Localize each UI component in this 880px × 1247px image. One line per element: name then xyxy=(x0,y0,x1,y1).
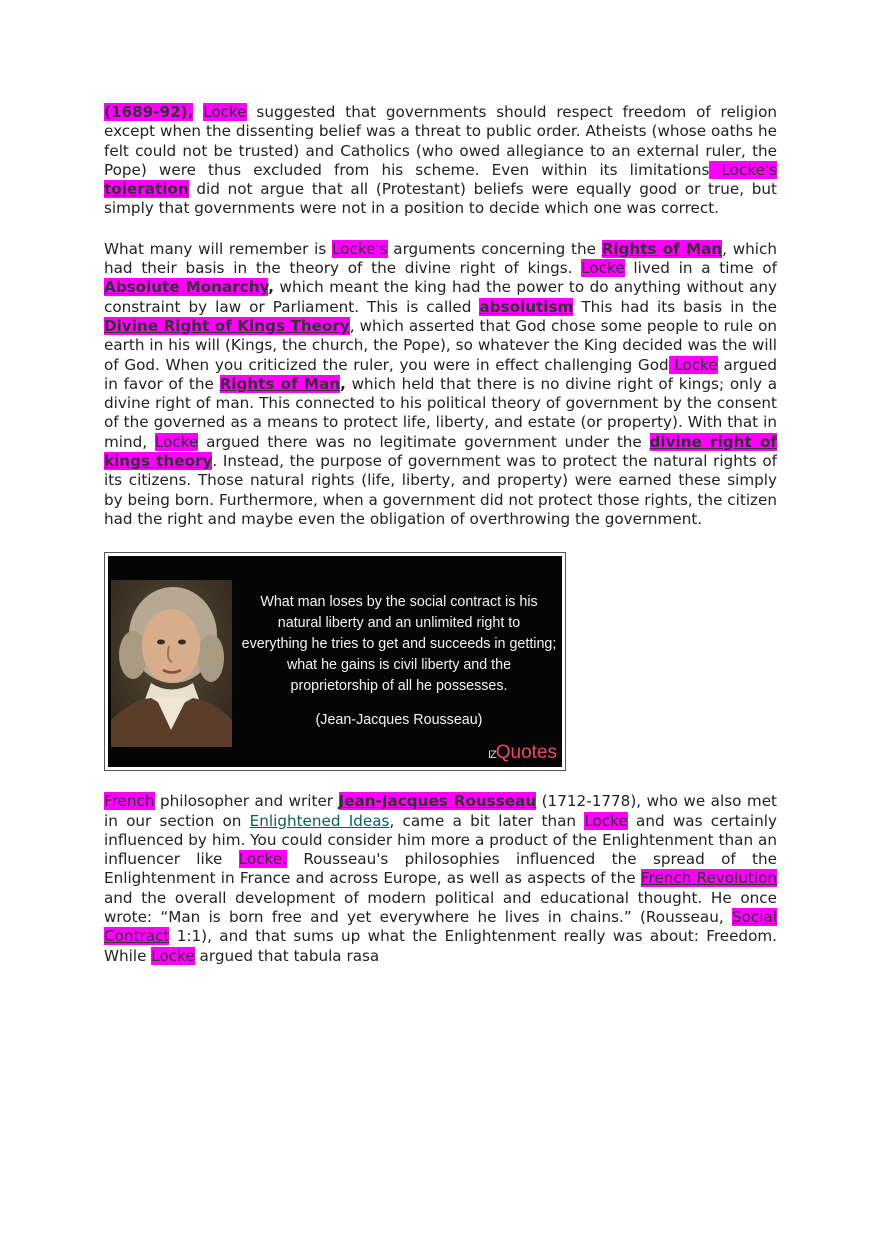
date-range: (1689-92), xyxy=(104,103,194,121)
quote-line: everything he tries to get and succeeds in getting; xyxy=(241,636,557,653)
text-run: (1712-1778), who we also met in our section on xyxy=(104,792,778,830)
text-run: , which asserted that God chose some people to rule on earth in his will (Kings, the church, the Pope), so whatever the King decided was the will of God. When you criticized the ruler, you were in effect challenging God xyxy=(104,316,778,374)
quote-line: proprietorship of all he possesses. xyxy=(290,678,508,695)
text-run: , xyxy=(340,374,346,393)
term-divine-right-of-kings-theory: divine right of kings theory xyxy=(104,432,777,471)
term-divine-right-of-kings: Divine Right of Kings Theory xyxy=(104,316,350,335)
quote-line: natural liberty and an unlimited right to xyxy=(277,615,521,632)
quote-image-background xyxy=(108,556,562,767)
term-absolute-monarchy: Absolute Monarchy xyxy=(104,278,269,297)
logo-prefix: IZ xyxy=(487,749,496,762)
term-french-revolution: French Revolution xyxy=(640,869,777,888)
paragraph-rousseau xyxy=(104,792,777,966)
text-run: arguments concerning the xyxy=(387,239,602,258)
quote-line: what he gains is civil liberty and the xyxy=(286,657,512,674)
term-lockes: Locke's xyxy=(709,160,778,179)
term-locke: Locke xyxy=(581,259,625,278)
link-enlightened-ideas[interactable]: Enlightened Ideas xyxy=(249,811,390,830)
term-social-contract: Social Contract xyxy=(104,908,777,946)
text-run: , xyxy=(268,278,275,297)
term-french: French xyxy=(104,792,155,811)
text-run: This had its basis in the xyxy=(573,297,777,316)
text-run: 1:1), and that sums up what the Enlightenment really was about: Freedom. While xyxy=(104,927,777,965)
izquotes-logo xyxy=(488,742,557,764)
text-run: What many will remember is xyxy=(104,239,332,258)
text-run: argued in favor of the xyxy=(104,355,777,393)
term-locke: Locke xyxy=(584,811,628,830)
text-run: which held that there is no divine right of kings; only a divine right of man. This connected to his political theory of government by the consent of the governed as a means to protect life, liberty, and estate (or property). With that in mind, xyxy=(104,374,777,451)
document-page xyxy=(104,103,777,966)
text-run: . Instead, the purpose of government was to protect the natural rights of its citizens. Those natural rights (life, liberty, and property) were earned these simply by being born. Furthermore, when a government did not protect those rights, the citizen had the right and maybe even the obligation of overthrowing the government. xyxy=(104,452,778,528)
text-run: , came a bit later than xyxy=(389,811,585,830)
paragraph-locke-toleration xyxy=(104,103,777,219)
logo-main: Quotes xyxy=(495,742,557,764)
term-rights-of-man: Rights of Man xyxy=(601,239,723,258)
rousseau-quote-image xyxy=(104,552,566,771)
text-run: argued that tabula rasa xyxy=(194,946,380,965)
term-absolutism: absolutism xyxy=(479,297,574,316)
quote-text xyxy=(238,592,560,697)
text-run: Rousseau's philosophies influenced the spread of the Enlightenment in France and across Europe, as well as aspects of the xyxy=(104,850,777,888)
term-locke: Locke xyxy=(203,103,247,121)
term-locke: Locke. xyxy=(238,850,287,869)
paragraph-rights-of-man xyxy=(104,240,777,529)
quote-line: What man loses by the social contract is his xyxy=(260,594,538,611)
rousseau-portrait xyxy=(111,580,232,747)
text-run: lived in a time of xyxy=(624,259,777,278)
term-lockes: Locke's xyxy=(331,239,388,258)
text-run: suggested that governments should respect freedom of religion except when the dissenting belief was a threat to public order. Atheists (whose oaths he felt could not be trusted) and Catholics (who owed allegiance to an external ruler, the Pope) were thus excluded from his scheme. Even within its limitations xyxy=(104,103,778,179)
text-run: which meant the king had the power to do anything without any constraint by law or Parliament. This is called xyxy=(104,278,777,316)
text-run: and was certainly influenced by him. You could consider him more a product of the Enlightenment than an influencer like xyxy=(104,811,777,869)
text-run: and the overall development of modern political and educational thought. He once wrote: “Man is born free and yet everywhere he lives in chains.” (Rousseau, xyxy=(104,888,777,927)
text-run: did not argue that all (Protestant) beliefs were equally good or true, but simply that governments were not in a position to decide which one was correct. xyxy=(104,180,777,218)
term-toleration: toleration xyxy=(104,180,189,199)
text-run: argued there was no legitimate government under the xyxy=(198,432,650,451)
term-rousseau: Jean-Jacques Rousseau xyxy=(338,792,537,811)
term-rights-of-man: Rights of Man xyxy=(219,374,341,393)
term-locke: Locke xyxy=(668,355,718,374)
text-run: philosopher and writer xyxy=(154,792,339,811)
text-run: , which had their basis in the theory of the divine right of kings. xyxy=(104,239,777,278)
quote-author: (Jean-Jacques Rousseau) xyxy=(315,712,483,729)
term-locke: Locke xyxy=(151,946,195,965)
term-locke: Locke xyxy=(154,432,199,451)
